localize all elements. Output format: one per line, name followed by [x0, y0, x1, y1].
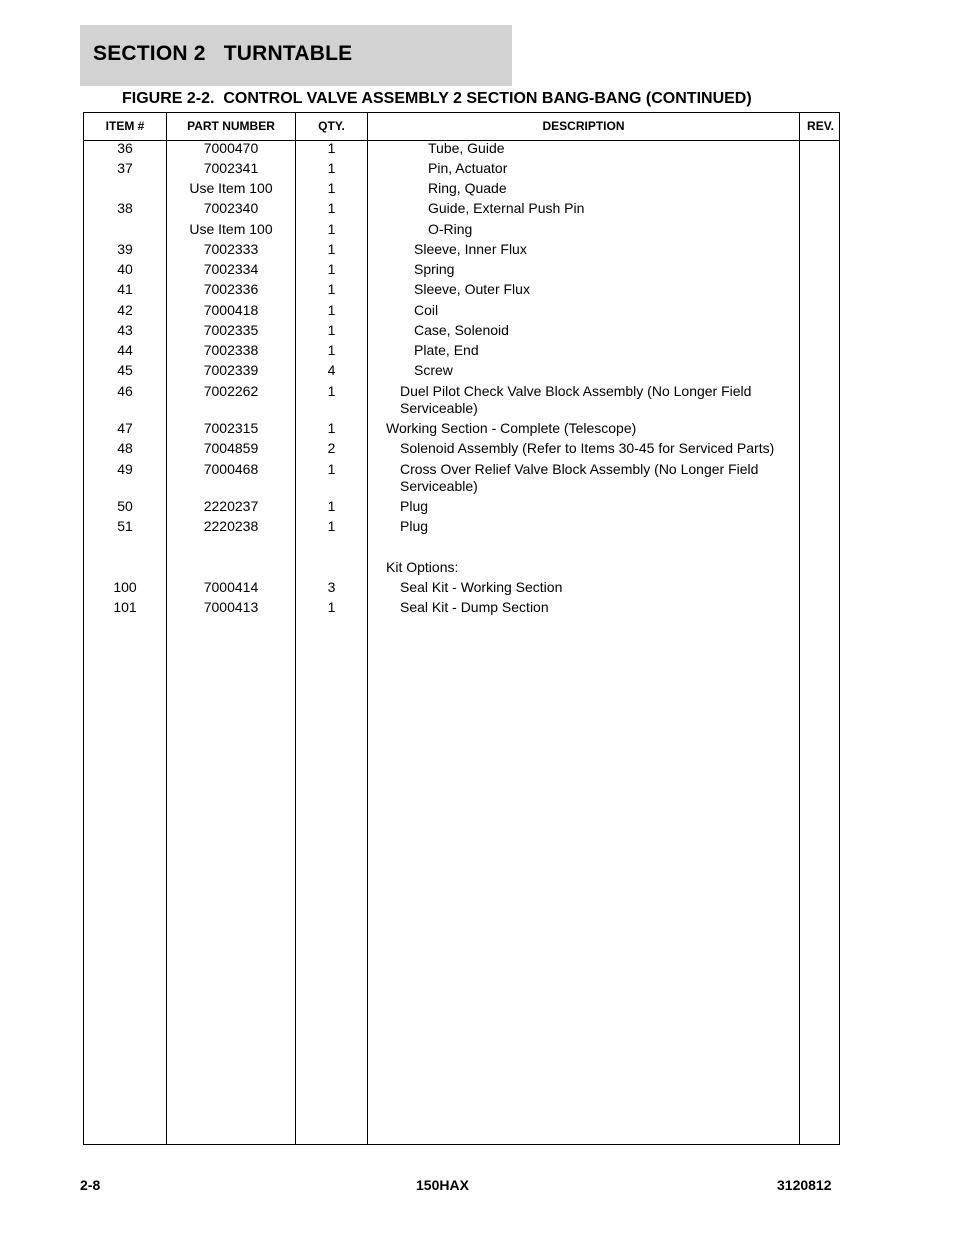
item-cell: 36 — [117, 140, 133, 156]
description-cell: Screw — [414, 362, 453, 378]
description-cell: Tube, Guide — [428, 140, 505, 156]
qty-cell: 1 — [327, 599, 336, 615]
footer-page-number: 2-8 — [80, 1177, 101, 1193]
description-cell: Cross Over Relief Valve Block Assembly (No Longer Field Serviceable) — [400, 461, 759, 494]
description-cell: Case, Solenoid — [414, 322, 509, 338]
part-number-cell: 7004859 — [203, 440, 259, 456]
item-cell: 43 — [117, 322, 133, 338]
qty-cell: 1 — [327, 180, 336, 196]
description-cell: Plate, End — [414, 342, 479, 358]
part-number-cell: 7002341 — [203, 160, 259, 176]
item-cell: 41 — [117, 281, 133, 297]
qty-cell: 1 — [327, 160, 336, 176]
footer-model: 150HAX — [416, 1177, 469, 1193]
part-number-cell: 7002338 — [203, 342, 259, 358]
part-number-cell: 2220237 — [203, 498, 259, 514]
description-cell: Ring, Quade — [428, 180, 507, 196]
part-number-cell: 7000413 — [203, 599, 259, 615]
header-rev: REV. — [807, 119, 834, 133]
part-number-cell: 7002335 — [203, 322, 259, 338]
part-number-cell: 7002333 — [203, 241, 259, 257]
item-cell: 44 — [117, 342, 133, 358]
item-cell: 40 — [117, 261, 133, 277]
part-number-cell: 7002334 — [203, 261, 259, 277]
header-item: ITEM # — [105, 119, 145, 133]
description-cell: Guide, External Push Pin — [428, 200, 585, 216]
qty-cell: 1 — [327, 498, 336, 514]
item-cell: 38 — [117, 200, 133, 216]
item-cell: 51 — [117, 518, 133, 534]
qty-cell: 1 — [327, 420, 336, 436]
description-cell: Seal Kit - Dump Section — [400, 599, 549, 615]
item-cell: 48 — [117, 440, 133, 456]
description-cell: Pin, Actuator — [428, 160, 508, 176]
part-number-cell: 7000470 — [203, 140, 259, 156]
description-cell: Spring — [414, 261, 455, 277]
footer-doc-number: 3120812 — [777, 1177, 832, 1193]
qty-cell: 1 — [327, 461, 336, 477]
qty-cell: 1 — [327, 200, 336, 216]
item-cell: 49 — [117, 461, 133, 477]
header-part-number: PART NUMBER — [187, 119, 275, 133]
qty-cell: 1 — [327, 518, 336, 534]
description-cell: Plug — [400, 518, 429, 534]
column-divider — [367, 113, 368, 1144]
column-divider — [799, 113, 800, 1144]
item-cell: 47 — [117, 420, 133, 436]
figure-title: FIGURE 2-2. CONTROL VALVE ASSEMBLY 2 SECTION BANG-BANG (CONTINUED) — [122, 90, 752, 107]
part-number-cell: Use Item 100 — [189, 180, 273, 196]
description-cell: Solenoid Assembly (Refer to Items 30-45 for Serviced Parts) — [400, 440, 775, 456]
description-cell: Sleeve, Inner Flux — [414, 241, 527, 257]
qty-cell: 1 — [327, 140, 336, 156]
qty-cell: 4 — [327, 362, 336, 378]
qty-cell: 1 — [327, 261, 336, 277]
qty-cell: 3 — [327, 579, 336, 595]
description-cell: Coil — [414, 302, 439, 318]
qty-cell: 1 — [327, 221, 336, 237]
item-cell: 46 — [117, 383, 133, 399]
description-cell: Seal Kit - Working Section — [400, 579, 563, 595]
description-cell: Kit Options: — [386, 559, 459, 575]
part-number-cell: 7000468 — [203, 461, 259, 477]
parts-table — [83, 112, 840, 1145]
qty-cell: 1 — [327, 281, 336, 297]
qty-cell: 1 — [327, 383, 336, 399]
item-cell: 42 — [117, 302, 133, 318]
description-cell: Sleeve, Outer Flux — [414, 281, 530, 297]
part-number-cell: 7000418 — [203, 302, 259, 318]
section-title: SECTION 2 TURNTABLE — [93, 42, 353, 65]
header-description: DESCRIPTION — [542, 119, 625, 133]
part-number-cell: 7002339 — [203, 362, 259, 378]
header-qty: QTY. — [318, 119, 345, 133]
part-number-cell: Use Item 100 — [189, 221, 273, 237]
part-number-cell: 7000414 — [203, 579, 259, 595]
description-cell: Plug — [400, 498, 429, 514]
qty-cell: 2 — [327, 440, 336, 456]
item-cell: 39 — [117, 241, 133, 257]
item-cell: 45 — [117, 362, 133, 378]
item-cell: 101 — [113, 599, 137, 615]
qty-cell: 1 — [327, 322, 336, 338]
description-cell: O-Ring — [428, 221, 473, 237]
description-cell: Duel Pilot Check Valve Block Assembly (No Longer Field Serviceable) — [400, 383, 752, 416]
part-number-cell: 7002262 — [203, 383, 259, 399]
part-number-cell: 7002315 — [203, 420, 259, 436]
qty-cell: 1 — [327, 302, 336, 318]
item-cell: 100 — [113, 579, 137, 595]
section-header — [80, 25, 512, 86]
part-number-cell: 2220238 — [203, 518, 259, 534]
item-cell: 50 — [117, 498, 133, 514]
description-cell: Working Section - Complete (Telescope) — [386, 420, 637, 436]
qty-cell: 1 — [327, 342, 336, 358]
item-cell: 37 — [117, 160, 133, 176]
part-number-cell: 7002336 — [203, 281, 259, 297]
part-number-cell: 7002340 — [203, 200, 259, 216]
qty-cell: 1 — [327, 241, 336, 257]
